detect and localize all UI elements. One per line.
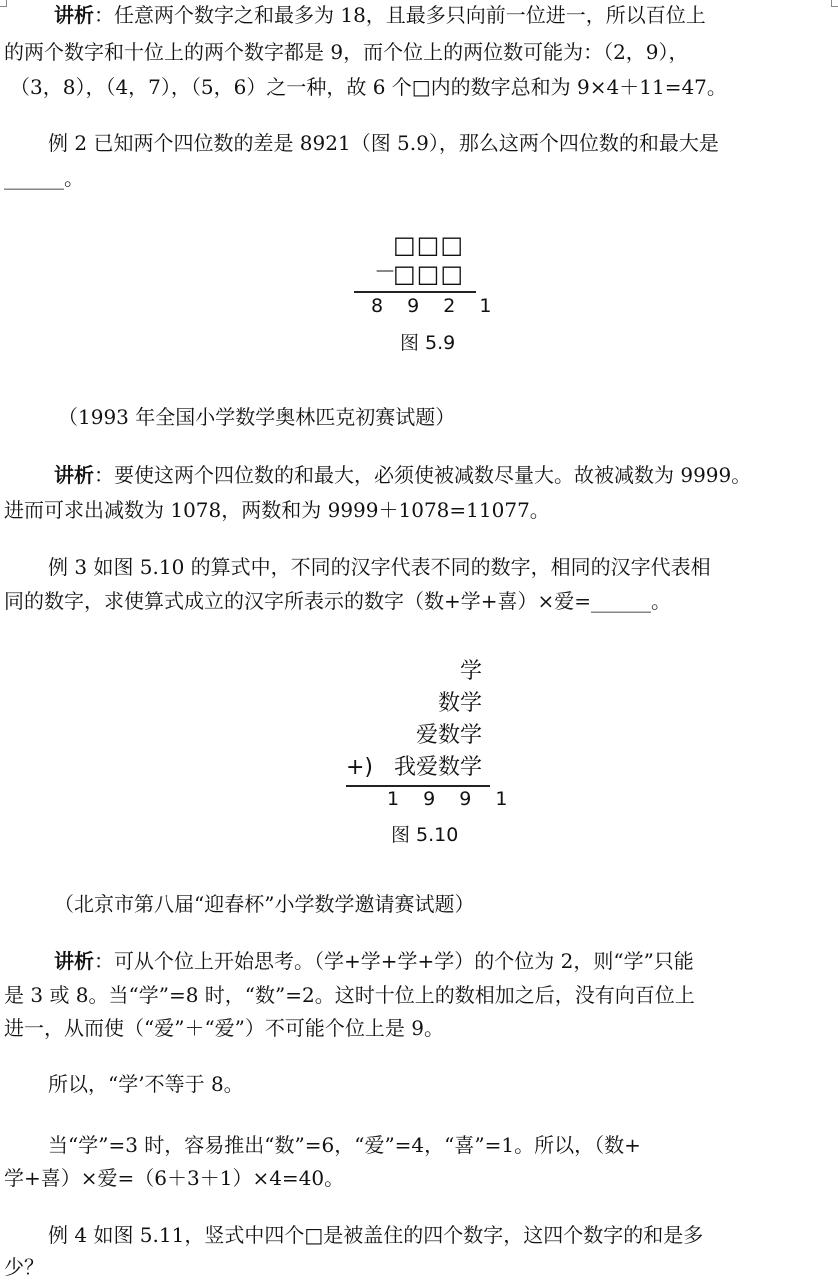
example-2-line-1: 例 2 已知两个四位数的差是 8921（图 5.9），那么这两个四位数的和最大是 (48, 131, 719, 155)
analysis-3-paragraph (4, 946, 834, 977)
fig-5-10-row-3: 爱数学 (415, 723, 482, 748)
fig-5-10-caption: 图 5.10 (391, 824, 459, 846)
example-3-line-2: 同的数字，求使算式成立的汉字所表示的数字（数+学+喜）×爱=______。 (4, 589, 672, 613)
fig-5-9-result: 8 9 2 1 (371, 295, 501, 317)
example-4-line-2: 少？ (4, 1255, 44, 1279)
analysis-2-line-1: ：要使这两个四位数的和最大，必须使被减数尽量大。故被减数为 9999。 (94, 463, 752, 487)
analysis-1-line-2: 的两个数字和十位上的两个数字都是 9，而个位上的两位数可能为：（2，9）， (4, 40, 689, 64)
fig-5-9-row-1: □□□ (393, 231, 465, 259)
analysis-label: 讲析 (54, 949, 94, 973)
analysis-2-paragraph (4, 460, 834, 491)
analysis-3-line-2: 是 3 或 8。当“学”=8 时，“数”=2。这时十位上的数相加之后，没有向百位上 (4, 983, 695, 1007)
fig-5-9-rule (354, 291, 476, 293)
analysis-2-line-2: 进而可求出减数为 1078，两数和为 9999＋1078=11077。 (4, 498, 550, 522)
example-3-source: （北京市第八届“迎春杯”小学数学邀请赛试题） (54, 892, 475, 916)
fig-5-10-result: 1 9 9 1 (387, 788, 517, 810)
example-2-source: （1993 年全国小学数学奥林匹克初赛试题） (58, 405, 456, 429)
analysis-3-line-3: 进一，从而使（“爱”＋“爱”）不可能个位上是 9。 (4, 1016, 444, 1040)
fig-5-9-minus-sign: － (374, 260, 398, 285)
analysis-3-line-1: ：可从个位上开始思考。（学+学+学+学）的个位为 2，则“学”只能 (94, 949, 694, 973)
when-3-line-1: 当“学”=3 时，容易推出“数”=6，“爱”=4，“喜”=1。所以，（数+ (48, 1133, 641, 1157)
fig-5-9-row-2: □□□ (393, 260, 465, 288)
analysis-1-paragraph (4, 0, 834, 31)
conclusion-not-8: 所以，“学’不等于 8。 (48, 1072, 244, 1096)
fig-5-10-row-1: 学 (459, 659, 482, 684)
example-2-line-2: ______。 (4, 166, 84, 190)
when-3-line-2: 学+喜）×爱=（6＋3＋1）×4=40。 (4, 1166, 345, 1190)
example-3-line-1: 例 3 如图 5.10 的算式中，不同的汉字代表不同的数字，相同的汉字代表相 (48, 555, 711, 579)
analysis-label: 讲析 (54, 463, 94, 487)
fig-5-10-rule (346, 785, 490, 787)
fig-5-10-plus-sign: +) (346, 755, 374, 780)
example-4-line-1: 例 4 如图 5.11，竖式中四个□是被盖住的四个数字，这四个数字的和是多 (48, 1223, 704, 1247)
analysis-1-line-1: ：任意两个数字之和最多为 18，且最多只向前一位进一，所以百位上 (94, 3, 706, 27)
fig-5-10-row-2: 数学 (437, 691, 482, 716)
analysis-1-line-3: （3，8），（4，7），（5，6）之一种，故 6 个□内的数字总和为 9×4＋11=47。 (10, 75, 727, 99)
fig-5-10-row-4: 我爱数学 (393, 755, 482, 780)
fig-5-9-caption: 图 5.9 (400, 332, 456, 354)
analysis-label: 讲析 (54, 3, 94, 27)
